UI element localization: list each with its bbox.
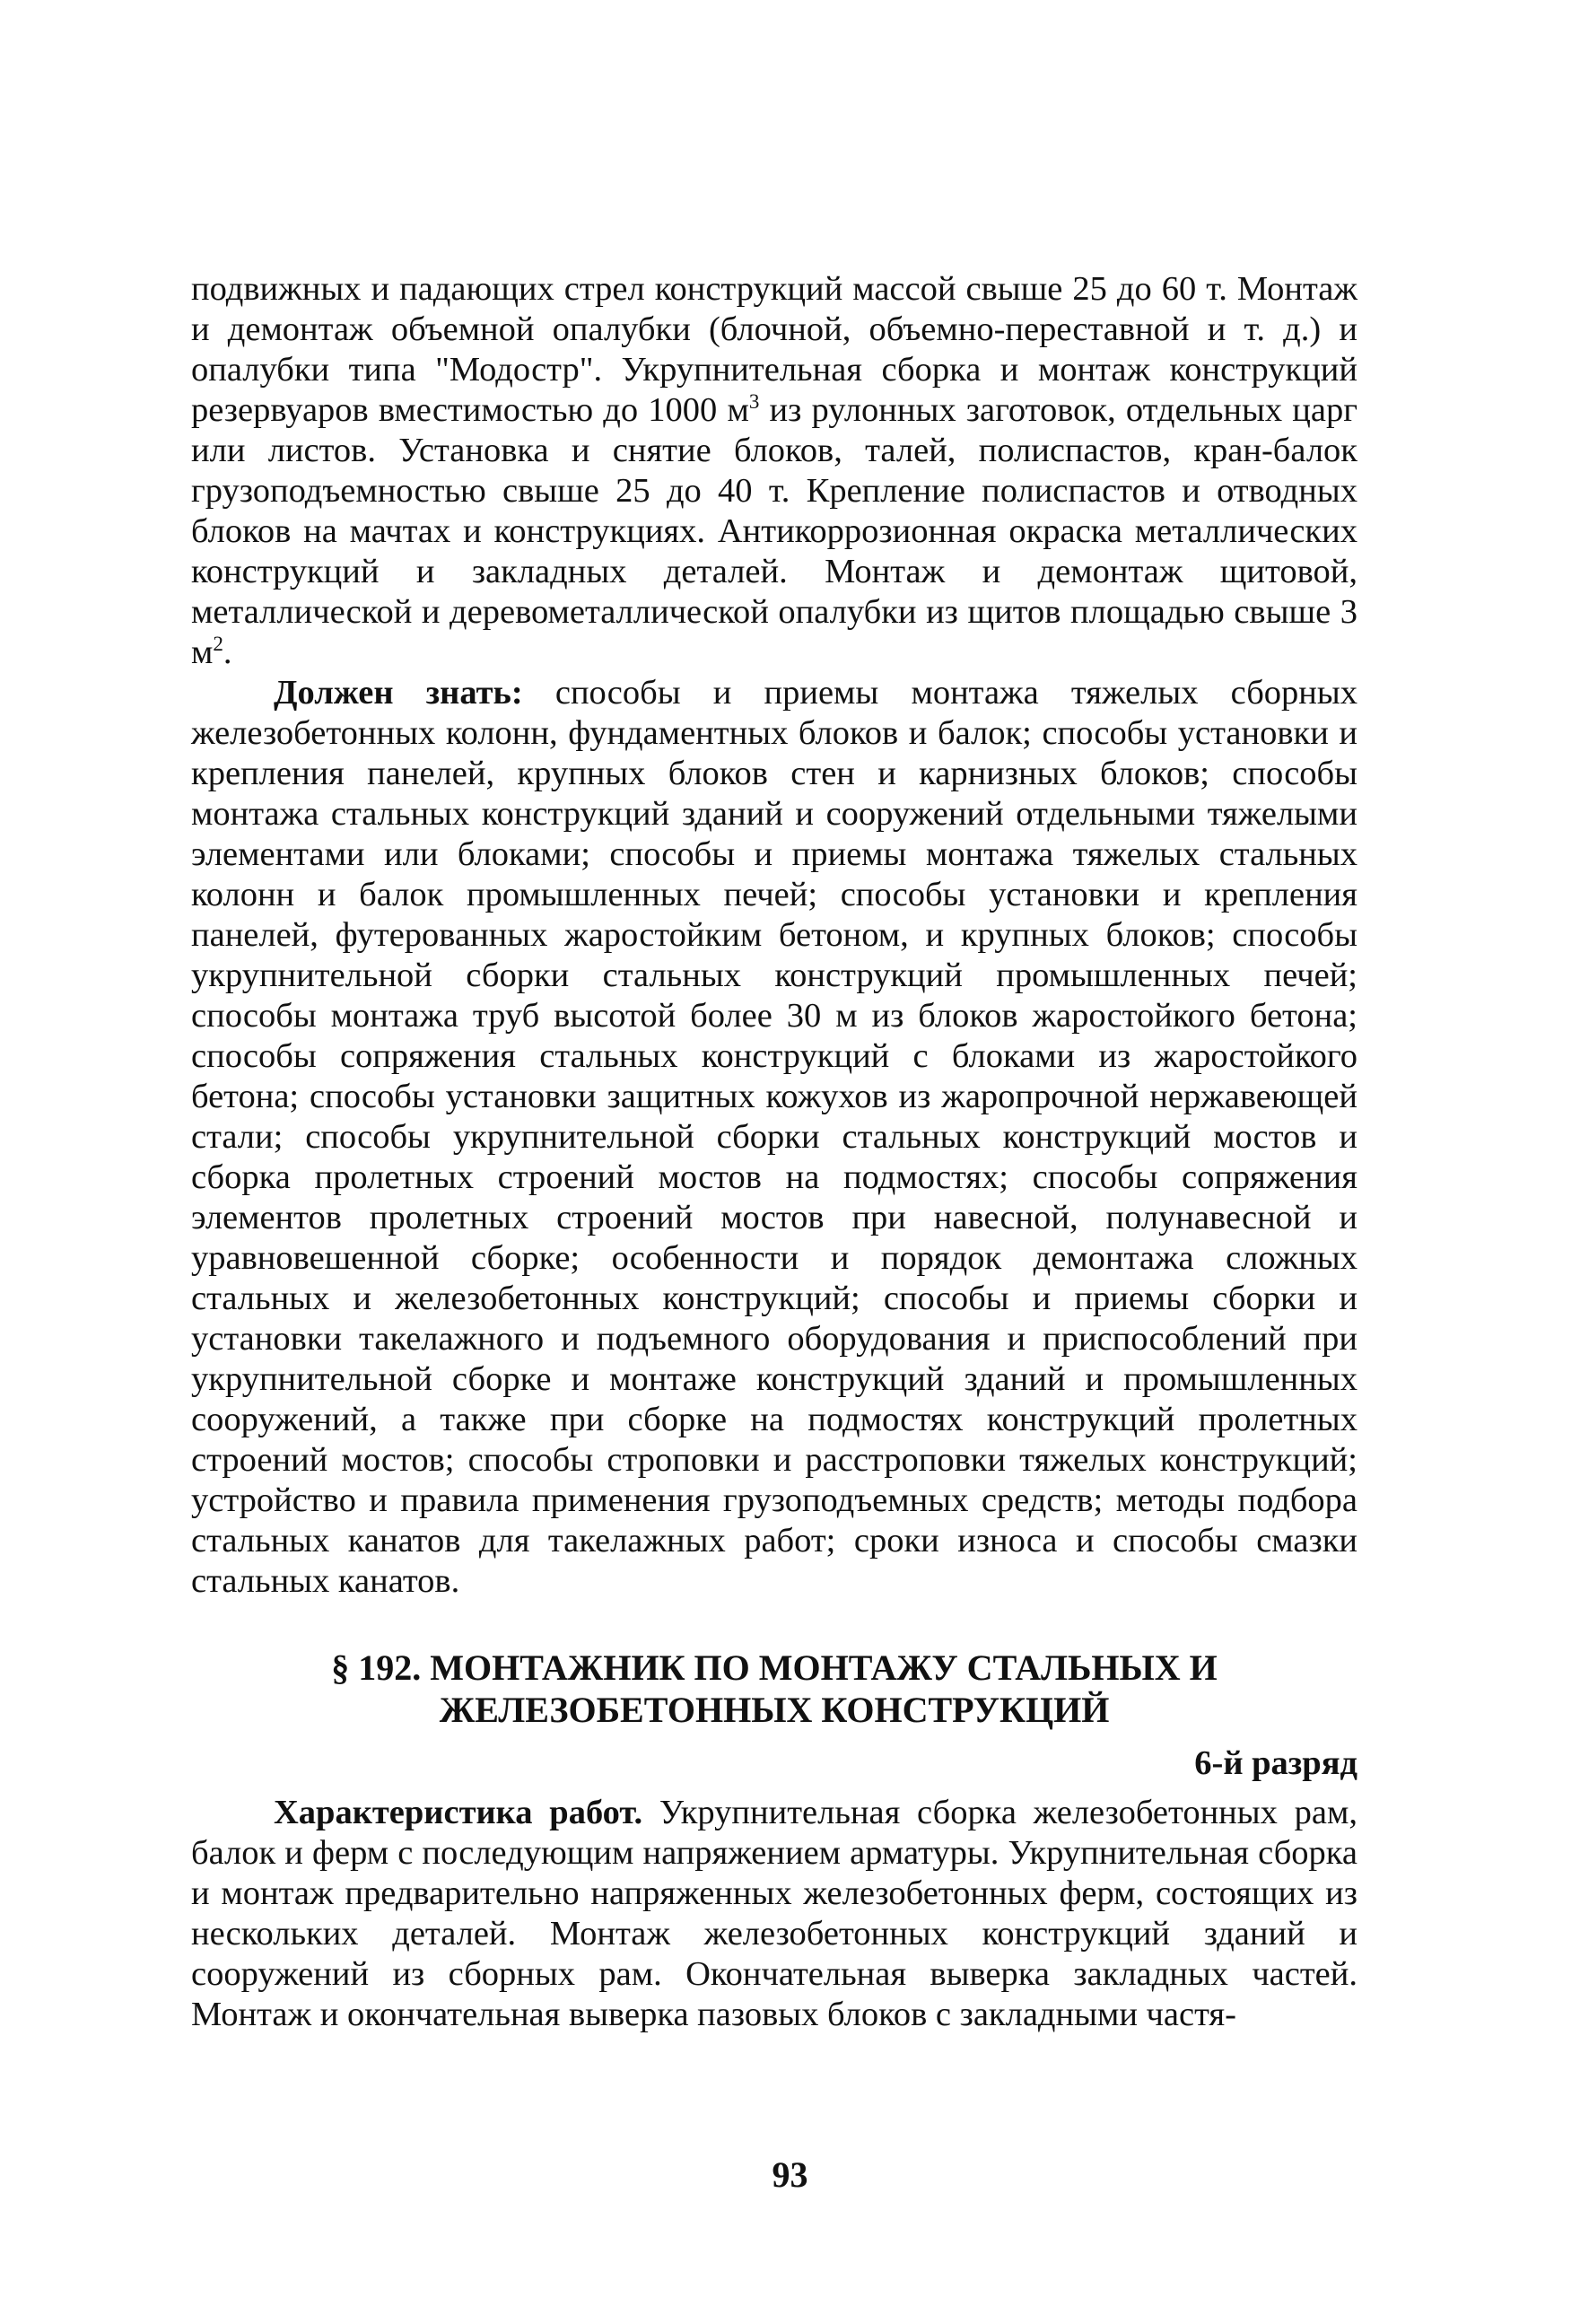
section-heading-line-1: § 192. МОНТАЖНИК ПО МОНТАЖУ СТАЛЬНЫХ И [331, 1647, 1218, 1688]
characteristic-paragraph [191, 1793, 1357, 2035]
page-number: 93 [772, 2154, 808, 2195]
continuation-text-c: . [223, 633, 232, 671]
must-know-text: способы и приемы монтажа тяжелых сборных железобетонных колонн, фундаментных блоков и балок; способы установки и крепления панелей, крупных блоков стен и карнизных блоков; способы монтажа стальных конструкций зданий и сооружений отдельными тяжелыми элементами или блоками; способы и приемы монтажа тяжелых стальных колонн и балок промышленных печей; способы установки и крепления панелей, футерованных жаростойким бетоном, и крупных блоков; способы укрупнительной сборки стальных конструкций промышленных печей; способы монтажа труб высотой более 30 м из блоков жаростойкого бетона; способы сопряжения стальных конструкций с блоками из жаростойкого бетона; способы установки защитных кожухов из жаропрочной нержавеющей стали; способы укрупнительной сборки стальных конструкций мостов и сборка пролетных строений мостов на подмостях; способы сопряжения элементов пролетных строений мостов при навесной, полунавесной и уравновешенной сборке; особенности и порядок демонтажа сложных стальных и железобетонных конструкций; способы и приемы сборки и установки такелажного и подъемного оборудования и приспособлений при укрупнительной сборке и монтаже конструкций зданий и промышленных сооружений, а также при сборке на подмостях конструкций пролетных строений мостов; способы строповки и расстроповки тяжелых конструкций; устройство и правила применения грузоподъемных средств; методы подбора стальных канатов для такелажных работ; сроки износа и способы смазки стальных канатов. [191, 674, 1357, 1600]
continuation-paragraph [191, 269, 1357, 1602]
superscript-cubic: 3 [748, 389, 760, 414]
grade-label: 6-й разряд [1194, 1744, 1357, 1782]
section-heading [191, 1647, 1357, 1731]
characteristic-text: Укрупнительная сборка железобетонных рам, балок и ферм с последующим напряжением арматуры. Укрупнительная сборка и монтаж предварительно напряженных железобетонных ферм, состоящих из нескольких деталей. Монтаж железобетонных конструкций зданий и сооружений из сборных рам. Окончательная выверка закладных частей. Монтаж и окончательная выверка пазовых блоков с закладными частя- [191, 1794, 1357, 2033]
must-know-label: Должен знать: [274, 674, 523, 712]
page-content [191, 269, 1357, 2035]
continuation-text-b: из рулонных заготовок, отдельных царг или листов. Установка и снятие блоков, талей, полиспастов, кран-балок грузоподъемностью свыше 25 до 40 т. Крепление полиспастов и отводных блоков на мачтах и конструкциях. Антикоррозионная окраска металлических конструкций и закладных деталей. Монтаж и демонтаж щитовой, металлической и деревометаллической опалубки из щитов площадью свыше 3 м [191, 391, 1357, 671]
continuation-text [191, 269, 1357, 673]
must-know-paragraph [191, 673, 1357, 1602]
characteristic-block [191, 1793, 1357, 2035]
section-heading-line-2: ЖЕЛЕЗОБЕТОННЫХ КОНСТРУКЦИЙ [439, 1690, 1110, 1730]
continuation-text-a: подвижных и падающих стрел конструкций массой свыше 25 до 60 т. Монтаж и демонтаж объемной опалубки (блочной, объемно-переставной и т. д.) и опалубки типа "Модостр". Укрупнительная сборка и монтаж конструкций резервуаров вместимостью до 1000 м [191, 270, 1357, 429]
characteristic-label: Характеристика работ. [274, 1794, 643, 1831]
superscript-square: 2 [213, 632, 223, 656]
